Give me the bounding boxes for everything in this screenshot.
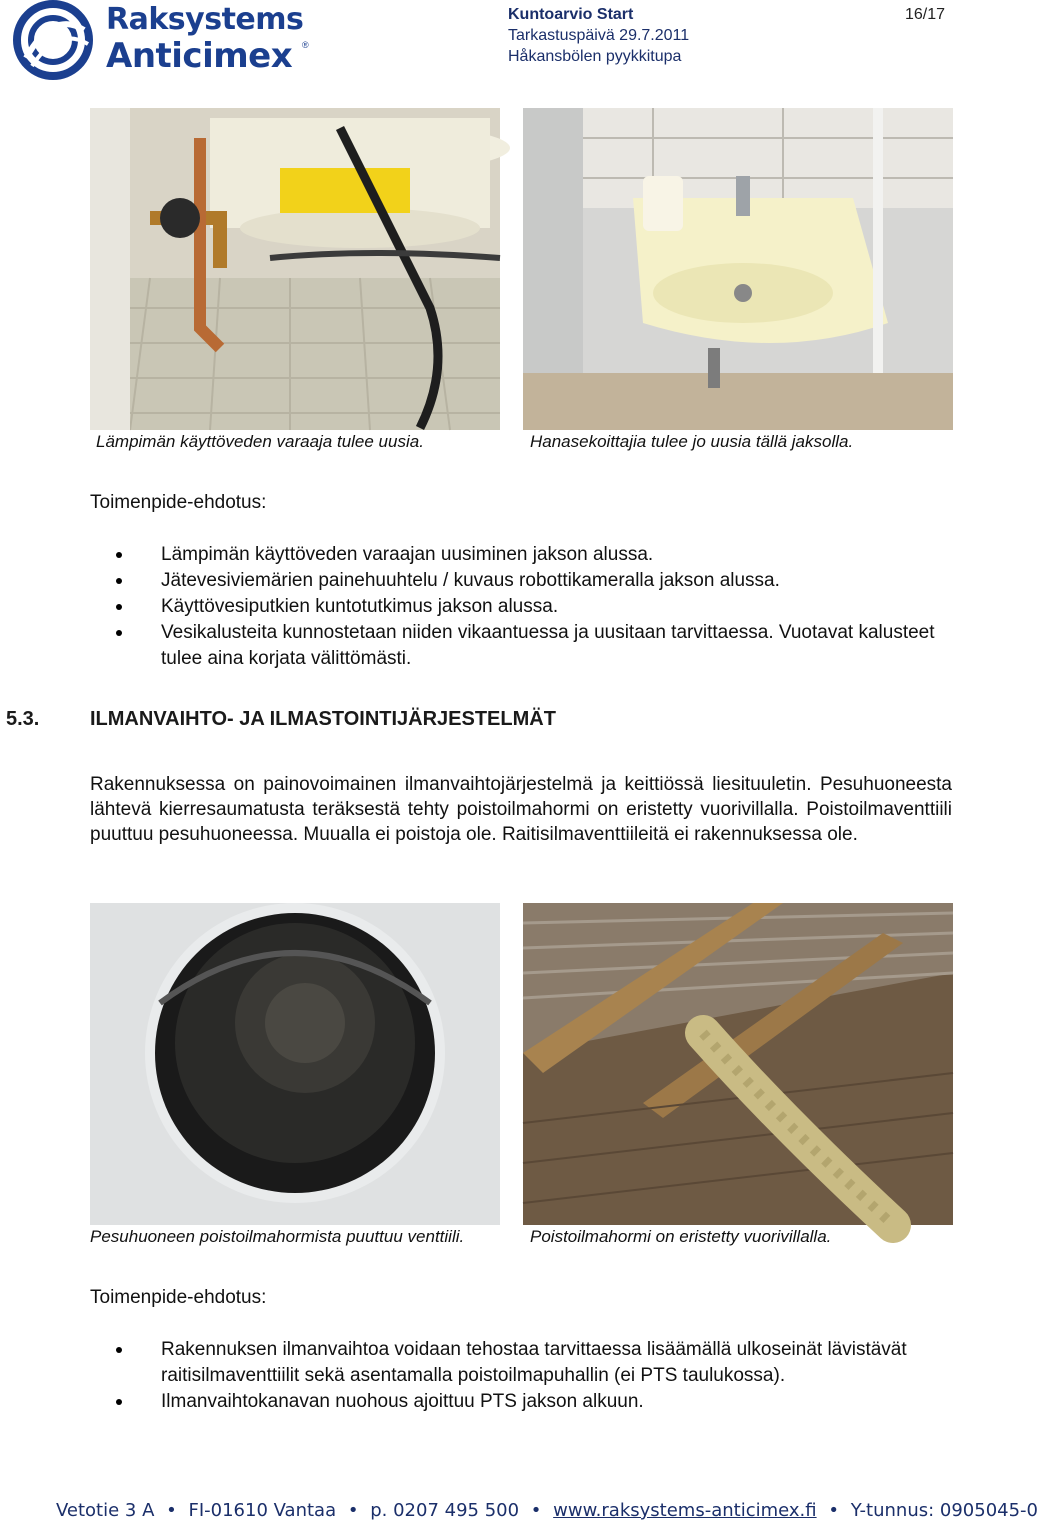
list-item: Vesikalusteita kunnostetaan niiden vikaantuessa ja uusitaan tarvittaessa. Vuotavat kalusteet tulee aina korjata välittömästi.	[90, 620, 956, 672]
measures-label: Toimenpide-ehdotus:	[90, 492, 267, 513]
photo-caption: Pesuhuoneen poistoilmahormista puuttuu venttiili.	[90, 1227, 465, 1246]
washbasin-photo	[523, 108, 953, 430]
footer-separator: •	[347, 1500, 359, 1521]
measures-label: Toimenpide-ehdotus:	[90, 1287, 267, 1308]
logo-registered: ®	[302, 40, 309, 50]
list-item: Jätevesiviemärien painehuuhtelu / kuvaus robottikameralla jakson alussa.	[90, 568, 956, 594]
footer-separator: •	[166, 1500, 177, 1521]
section-number: 5.3.	[6, 708, 40, 730]
section-body: Rakennuksessa on painovoimainen ilmanvaihtojärjestelmä ja keittiössä liesituuletin. Pesuhuoneesta lähtevä kierresaumatusta teräksestä tehty poistoilmahormi on eristetty vuorivillalla. Poistoilmaventtiili puuttuu pesuhuoneessa. Muualla ei poistoja ole. Raitisilmaventtiileitä ei rakennuksessa ole.	[90, 774, 952, 845]
list-item: Ilmanvaihtokanavan nuohous ajoittuu PTS jakson alkuun.	[90, 1389, 956, 1415]
photo-caption: Poistoilmahormi on eristetty vuorivillalla.	[530, 1227, 832, 1246]
exhaust-duct-photo	[90, 903, 500, 1225]
anticimex-emblem-icon	[6, 0, 102, 80]
footer-website-link[interactable]: www.raksystems-anticimex.fi	[553, 1500, 817, 1521]
property-name: Håkansbölen pyykkitupa	[508, 48, 682, 65]
footer-postal: FI-01610 Vantaa	[188, 1500, 337, 1521]
section-title: ILMANVAIHTO- JA ILMASTOINTIJÄRJESTELMÄT	[90, 708, 556, 730]
measures-list	[90, 542, 956, 672]
report-title: Kuntoarvio Start	[508, 6, 634, 23]
attic-duct-photo	[523, 903, 953, 1225]
footer-phone: p. 0207 495 500	[370, 1500, 520, 1521]
company-logo	[6, 0, 309, 80]
page-number: 16/17	[905, 6, 946, 23]
list-item: Lämpimän käyttöveden varaajan uusiminen jakson alussa.	[90, 542, 956, 568]
photo-caption: Hanasekoittajia tulee jo uusia tällä jaksolla.	[530, 432, 854, 451]
footer-business-id: Y-tunnus: 0905045-0	[850, 1500, 1038, 1521]
page-footer	[56, 1500, 1038, 1521]
logo-line2: Anticimex	[106, 36, 293, 76]
photo-caption: Lämpimän käyttöveden varaaja tulee uusia.	[96, 432, 424, 451]
list-item: Rakennuksen ilmanvaihtoa voidaan tehostaa tarvittaessa lisäämällä ulkoseinät lävistävät raitisilmaventtiilit sekä asentamalla poistoilmapuhallin (ei PTS taulukossa).	[90, 1337, 956, 1389]
footer-address: Vetotie 3 A	[56, 1500, 155, 1521]
water-heater-photo	[90, 108, 500, 430]
logo-line1: Raksystems	[106, 2, 304, 37]
footer-separator: •	[828, 1500, 839, 1521]
footer-separator: •	[530, 1500, 542, 1521]
list-item: Käyttövesiputkien kuntotutkimus jakson alussa.	[90, 594, 956, 620]
measures-list	[90, 1337, 956, 1415]
inspection-date: Tarkastuspäivä 29.7.2011	[508, 27, 690, 44]
